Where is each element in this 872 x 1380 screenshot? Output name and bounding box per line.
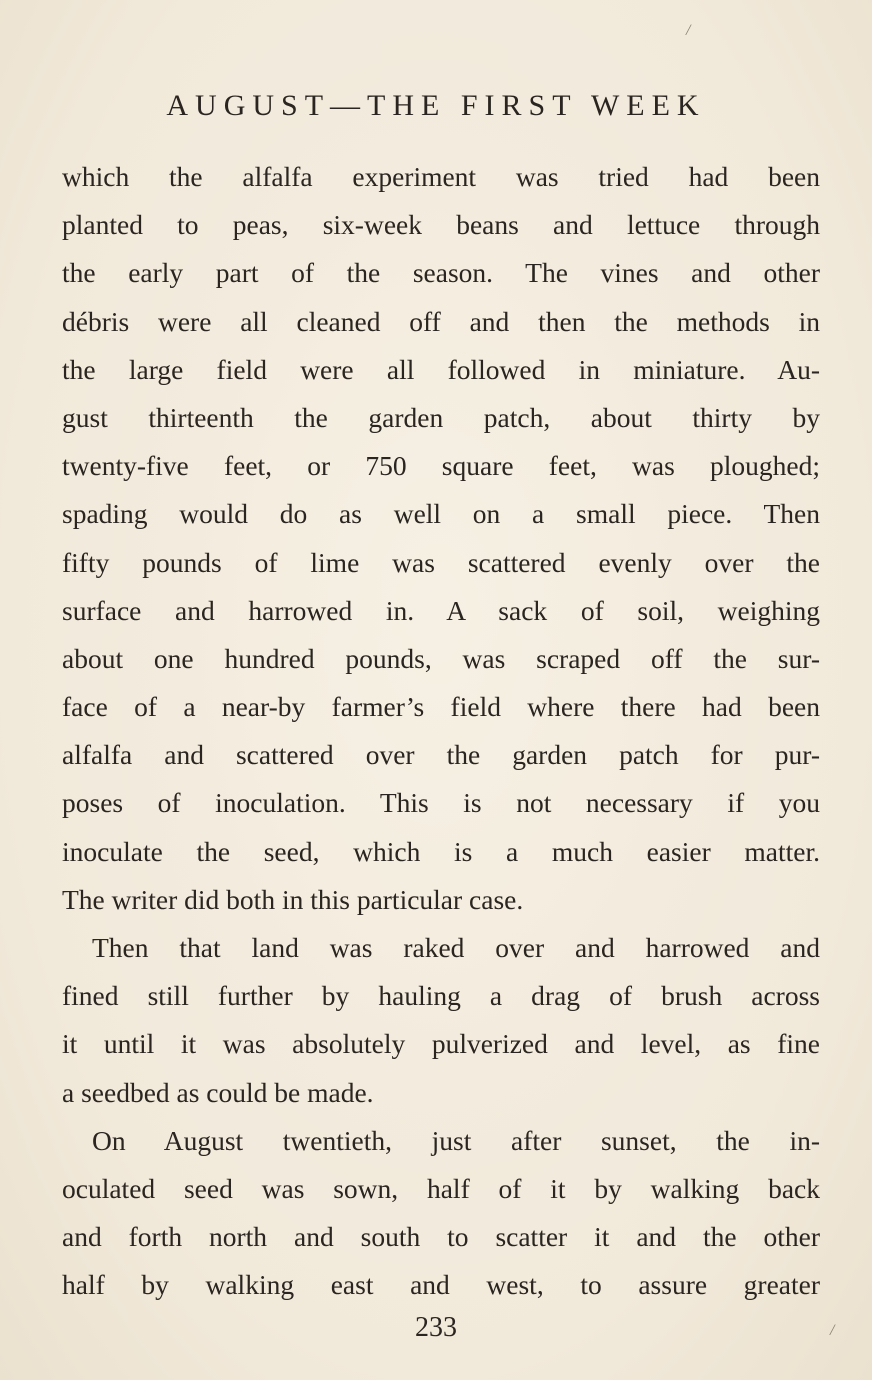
text-line: which the alfalfa experiment was tried had been (62, 161, 820, 192)
text-line: alfalfa and scattered over the garden patch for pur- (62, 739, 820, 771)
text-line: fifty pounds of lime was scattered evenly over the (62, 546, 820, 578)
text-line: it until it was absolutely pulverized and level, as fine (62, 1028, 820, 1060)
text-line: spading would do as well on a small piece. Then (62, 498, 820, 530)
text-line: oculated seed was sown, half of it by walking back (62, 1172, 820, 1204)
text-line: The writer did both in this particular case. (62, 883, 524, 915)
text-line: planted to peas, six-week beans and lettuce through (62, 209, 820, 241)
margin-mark-top: / (686, 22, 691, 39)
text-line: surface and harrowed in. A sack of soil, weighing (62, 594, 820, 626)
body-text (62, 153, 820, 1310)
text-line: face of a near-by farmer’s field where there had been (62, 691, 820, 723)
text-line: twenty-five feet, or 750 square feet, was ploughed; (62, 450, 820, 482)
text-line: half by walking east and west, to assure greater (62, 1269, 820, 1301)
text-line: the early part of the season. The vines and other (62, 257, 820, 289)
text-line: fined still further by hauling a drag of brush across (62, 980, 820, 1012)
text-line: gust thirteenth the garden patch, about thirty by (62, 401, 820, 433)
text-line: and forth north and south to scatter it and the other (62, 1221, 820, 1253)
text-line: inoculate the seed, which is a much easier matter. (62, 835, 820, 867)
text-line: poses of inoculation. This is not necessary if you (62, 787, 820, 819)
running-head: AUGUST—THE FIRST WEEK (166, 89, 706, 122)
text-line: a seedbed as could be made. (62, 1076, 374, 1108)
text-line: the large field were all followed in miniature. Au- (62, 353, 820, 385)
page-number: 233 (415, 1312, 457, 1343)
text-line: about one hundred pounds, was scraped off the sur- (62, 642, 820, 674)
text-line: Then that land was raked over and harrowed and (92, 932, 820, 963)
margin-mark-bottom: / (830, 1322, 835, 1339)
text-line: débris were all cleaned off and then the methods in (62, 305, 820, 337)
text-line: On August twentieth, just after sunset, the in- (92, 1124, 820, 1156)
